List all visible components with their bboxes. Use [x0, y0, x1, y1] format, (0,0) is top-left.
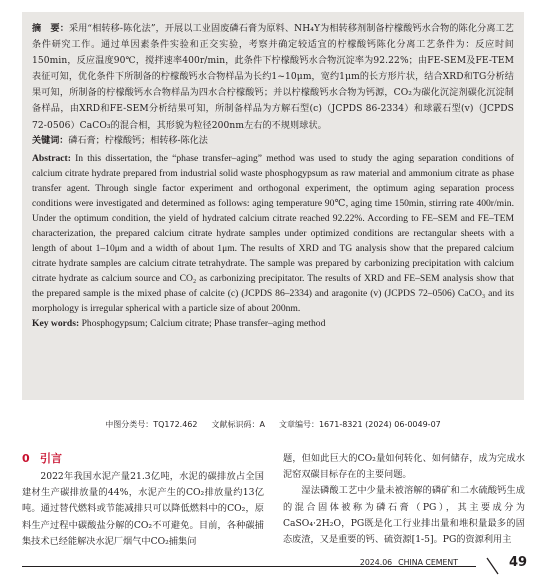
article-metadata — [0, 419, 546, 430]
article-number: 文章编号：1671-8321 (2024) 06-0049-07 — [278, 420, 441, 429]
issue-date: 2024.06 — [359, 558, 393, 567]
document-code: 文献标识码：A — [211, 420, 265, 429]
clc-number: 中图分类号：TQ172.462 — [105, 420, 198, 429]
page-footer — [0, 556, 546, 583]
english-keywords-label: Key words: — [32, 318, 80, 330]
footer-slash-icon — [484, 556, 504, 578]
english-abstract-text: In this dissertation, the “phase transfer–aging” method was used to study the aging separation conditions of calcium citrate hydrate prepared from industrial solid waste phosphogypsum as raw material and ammonium citrate as phase transfer agent. Through single factor experiment and orthogonal experiment, the optimum aging separation process conditions were investigated and determined as follows: aging temperature 90℃, aging time 150min, stirring rate 400r/min. Under the optimum condition, the yield of hydrated calcium citrate reached 92.22%. According to FE–SEM and FE–TEM characterization, the prepared calcium citrate hydrate samples under optimized conditions are rectangular sheets with a length of about 1–10μm and a width of about 1μm. The results of XRD and TG analysis show that the prepared calcium citrate hydrate samples are calcium citrate tetrahydrate. The sample was prepared by carbonizing precipitation with calcium citrate hydrate as calcium source and CO₂ as carbonizing precipitator. The results of XRD and FE–SEM analysis show that the prepared sample is the mixed phase of calcite (c) (JCPDS 86–2334) and aragonite (v) (JCPDS 72–0506) CaCO₃ and its morphology is irregular spherical with a particle size of about 200nm. — [32, 152, 514, 315]
chinese-abstract-text: 采用“相转移-陈化法”，开展以工业固废磷石膏为原料、NH₄Y为相转移剂制备柠檬酸钙水合物的陈化分离工艺条件研究工作。通过单因素条件实验和正交实验，考察并确定较适宜的柠檬酸钙陈化分离工艺条件为：反应时间150min，反应温度90℃，搅拌速率400r/min，此条件下柠檬酸钙水合物沉淀率为92.22%；由FE-SEM及FE-TEM表征可知，优化条件下所制备的柠檬酸钙水合物样品为长约1~10μm，宽约1μm的长方形片状，结合XRD和TG分析结果可知，所制备的柠檬酸钙水合物样品为四水合柠檬酸钙；并以柠檬酸钙水合物为钙源，CO₂为碳化沉淀剂碳化沉淀制备样品，由XRD和FE-SEM分析结果可知，所制备样品为方解石型(c)（JCPDS 86-2334）和球霰石型(v)（JCPDS 72-0506）CaCO₃的混合相，其形貌为粒径200nm左右的不规则球状。 — [32, 24, 515, 131]
paragraph: 2022年我国水泥产量21.3亿吨，水泥的碳排放占全国建材生产碳排放量的44%，水泥产生的CO₂排放量约13亿吨。通过替代燃料或节能减排只可以降低燃料中的CO₂，原料生产过程中碳酸盐分解的CO₂不可避免。目前，各种碳捕集技术已经能解决水泥厂烟气中CO₂捕集问 — [22, 471, 264, 547]
chinese-keywords — [32, 134, 514, 149]
journal-name: CHINA CEMENT — [398, 558, 458, 567]
body-column-left — [22, 451, 264, 550]
chinese-abstract — [32, 21, 514, 134]
section-number: 0 — [22, 452, 30, 465]
section-heading-introduction — [22, 451, 264, 467]
footer-journal-info — [360, 558, 458, 567]
chinese-keywords-text: 磷石膏；柠檬酸钙；相转移-陈化法 — [68, 135, 208, 146]
page-number: 49 — [509, 555, 528, 570]
english-keywords-text: Phosphogypsum; Calcium citrate; Phase transfer–aging method — [79, 318, 326, 330]
english-keywords — [32, 316, 514, 331]
english-abstract — [32, 151, 514, 317]
paragraph: 题，但如此巨大的CO₂量如何转化、如何储存，成为完成水泥窑双碳目标存在的主要问题。 — [283, 453, 525, 481]
english-abstract-label: Abstract: — [32, 152, 71, 164]
section-title: 引言 — [40, 452, 62, 465]
chinese-abstract-label: 摘 要： — [32, 24, 69, 34]
paragraph: 湿法磷酸工艺中少量未被溶解的磷矿和二水硫酸钙生成的混合固体被称为磷石膏（PG），其主要成分为CaSO₄·2H₂O，PG既是化工行业排出量和堆积量最多的固态废渣，又是重要的钙、硫资源[1-5]。PG的资源利用主 — [283, 485, 525, 546]
abstract-box — [22, 12, 524, 400]
chinese-keywords-label: 关键词： — [32, 135, 69, 146]
body-column-right — [283, 451, 525, 548]
